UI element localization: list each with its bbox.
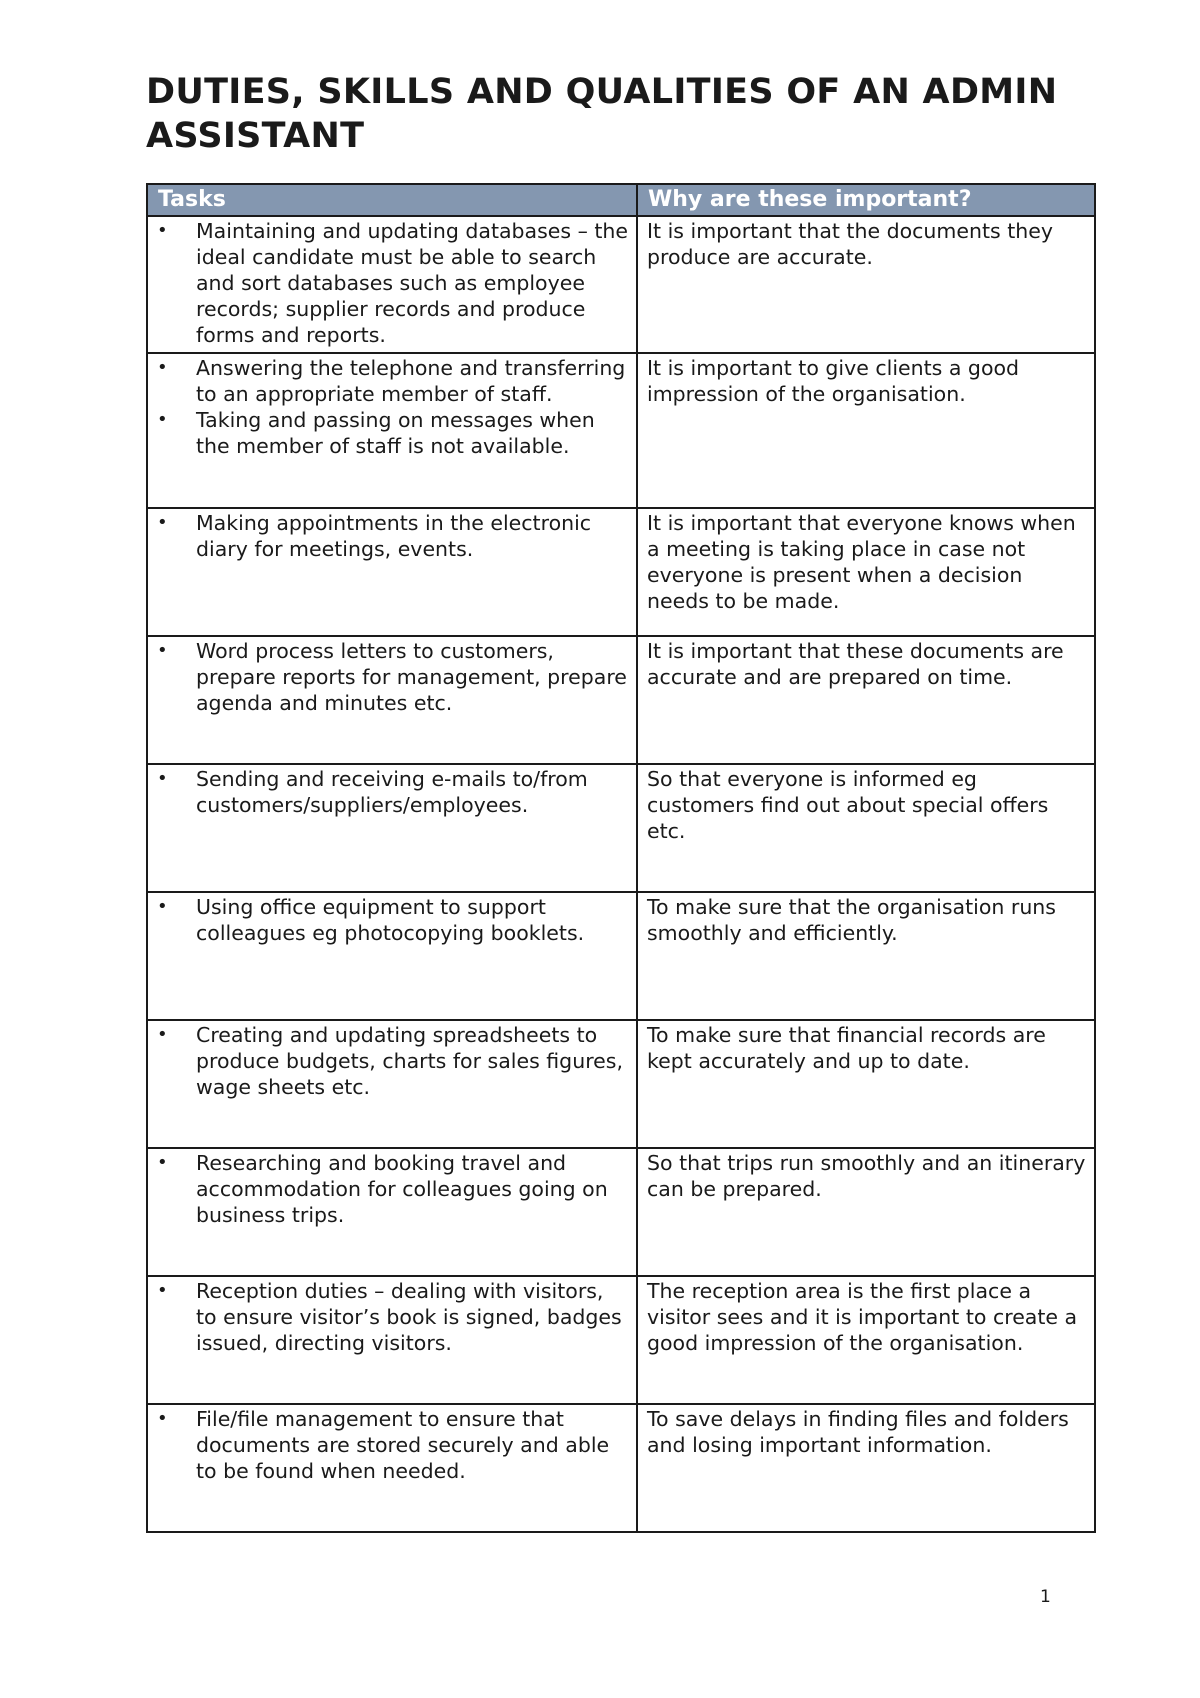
task-list-item	[148, 510, 628, 562]
task-text: File/file management to ensure that documents are stored securely and able to be found when needed.	[196, 1407, 610, 1483]
task-list-item	[148, 1022, 628, 1100]
bullet-icon: •	[157, 1024, 168, 1045]
task-list	[148, 355, 628, 459]
task-list	[148, 510, 628, 562]
reason-cell: So that everyone is informed eg customers find out about special offers etc.	[637, 764, 1095, 892]
task-cell	[147, 892, 637, 1020]
table-row	[147, 764, 1095, 892]
bullet-icon: •	[157, 357, 168, 378]
bullet-icon: •	[157, 1408, 168, 1429]
table-row	[147, 1148, 1095, 1276]
task-text: Making appointments in the electronic diary for meetings, events.	[196, 511, 592, 561]
task-list-item	[148, 766, 628, 818]
task-list-item	[148, 638, 628, 716]
reason-cell: To save delays in finding files and folders and losing important information.	[637, 1404, 1095, 1532]
table-row	[147, 1276, 1095, 1404]
table-row	[147, 1404, 1095, 1532]
task-text: Word process letters to customers, prepare reports for management, prepare agenda and minutes etc.	[196, 639, 627, 715]
task-list-item	[148, 1278, 628, 1356]
task-text: Using office equipment to support colleagues eg photocopying booklets.	[196, 895, 585, 945]
task-list-item	[148, 1406, 628, 1484]
task-list	[148, 638, 628, 716]
task-cell	[147, 1276, 637, 1404]
reason-cell: To make sure that financial records are kept accurately and up to date.	[637, 1020, 1095, 1148]
task-cell	[147, 353, 637, 508]
table-row	[147, 636, 1095, 764]
bullet-icon: •	[157, 640, 168, 661]
duties-table	[146, 183, 1096, 1533]
table-row	[147, 1020, 1095, 1148]
bullet-icon: •	[157, 220, 168, 241]
task-text: Creating and updating spreadsheets to produce budgets, charts for sales figures, wage sheets etc.	[196, 1023, 623, 1099]
reason-cell: The reception area is the first place a visitor sees and it is important to create a good impression of the organisation.	[637, 1276, 1095, 1404]
bullet-icon: •	[157, 1280, 168, 1301]
bullet-icon: •	[157, 896, 168, 917]
task-text: Answering the telephone and transferring to an appropriate member of staff.	[196, 356, 626, 406]
task-list-item	[148, 355, 628, 407]
table-body	[147, 216, 1095, 1532]
task-text: Researching and booking travel and accommodation for colleagues going on business trips.	[196, 1151, 608, 1227]
task-cell	[147, 764, 637, 892]
task-cell	[147, 216, 637, 353]
bullet-icon: •	[157, 768, 168, 789]
task-list	[148, 1406, 628, 1484]
reason-cell: To make sure that the organisation runs smoothly and efficiently.	[637, 892, 1095, 1020]
task-list	[148, 1150, 628, 1228]
task-list	[148, 218, 628, 348]
task-list-item	[148, 407, 628, 459]
task-list	[148, 1022, 628, 1100]
column-header-importance: Why are these important?	[637, 184, 1095, 216]
task-cell	[147, 1404, 637, 1532]
task-text: Maintaining and updating databases – the ideal candidate must be able to search and sort databases such as employee records; supplier records and produce forms and reports.	[196, 219, 629, 347]
bullet-icon: •	[157, 1152, 168, 1173]
table-row	[147, 353, 1095, 508]
task-list-item	[148, 218, 628, 348]
task-cell	[147, 1020, 637, 1148]
page-title: DUTIES, SKILLS AND QUALITIES OF AN ADMIN ASSISTANT	[146, 72, 1058, 156]
bullet-icon: •	[157, 512, 168, 533]
task-text: Reception duties – dealing with visitors, to ensure visitor’s book is signed, badges issued, directing visitors.	[196, 1279, 622, 1355]
task-text: Sending and receiving e-mails to/from customers/suppliers/employees.	[196, 767, 588, 817]
reason-cell: So that trips run smoothly and an itinerary can be prepared.	[637, 1148, 1095, 1276]
table-row	[147, 216, 1095, 353]
page-number: 1	[1040, 1587, 1051, 1607]
bullet-icon: •	[157, 409, 168, 430]
table-header-row	[147, 184, 1095, 216]
table-row	[147, 892, 1095, 1020]
reason-cell: It is important that everyone knows when a meeting is taking place in case not everyone is present when a decision needs to be made.	[637, 508, 1095, 636]
reason-cell: It is important to give clients a good impression of the organisation.	[637, 353, 1095, 508]
task-text: Taking and passing on messages when the member of staff is not available.	[196, 408, 595, 458]
task-list-item	[148, 894, 628, 946]
task-list	[148, 894, 628, 946]
task-cell	[147, 508, 637, 636]
task-list	[148, 766, 628, 818]
task-cell	[147, 1148, 637, 1276]
reason-cell: It is important that these documents are accurate and are prepared on time.	[637, 636, 1095, 764]
task-list	[148, 1278, 628, 1356]
reason-cell: It is important that the documents they produce are accurate.	[637, 216, 1095, 353]
column-header-tasks: Tasks	[147, 184, 637, 216]
table-row	[147, 508, 1095, 636]
task-list-item	[148, 1150, 628, 1228]
task-cell	[147, 636, 637, 764]
